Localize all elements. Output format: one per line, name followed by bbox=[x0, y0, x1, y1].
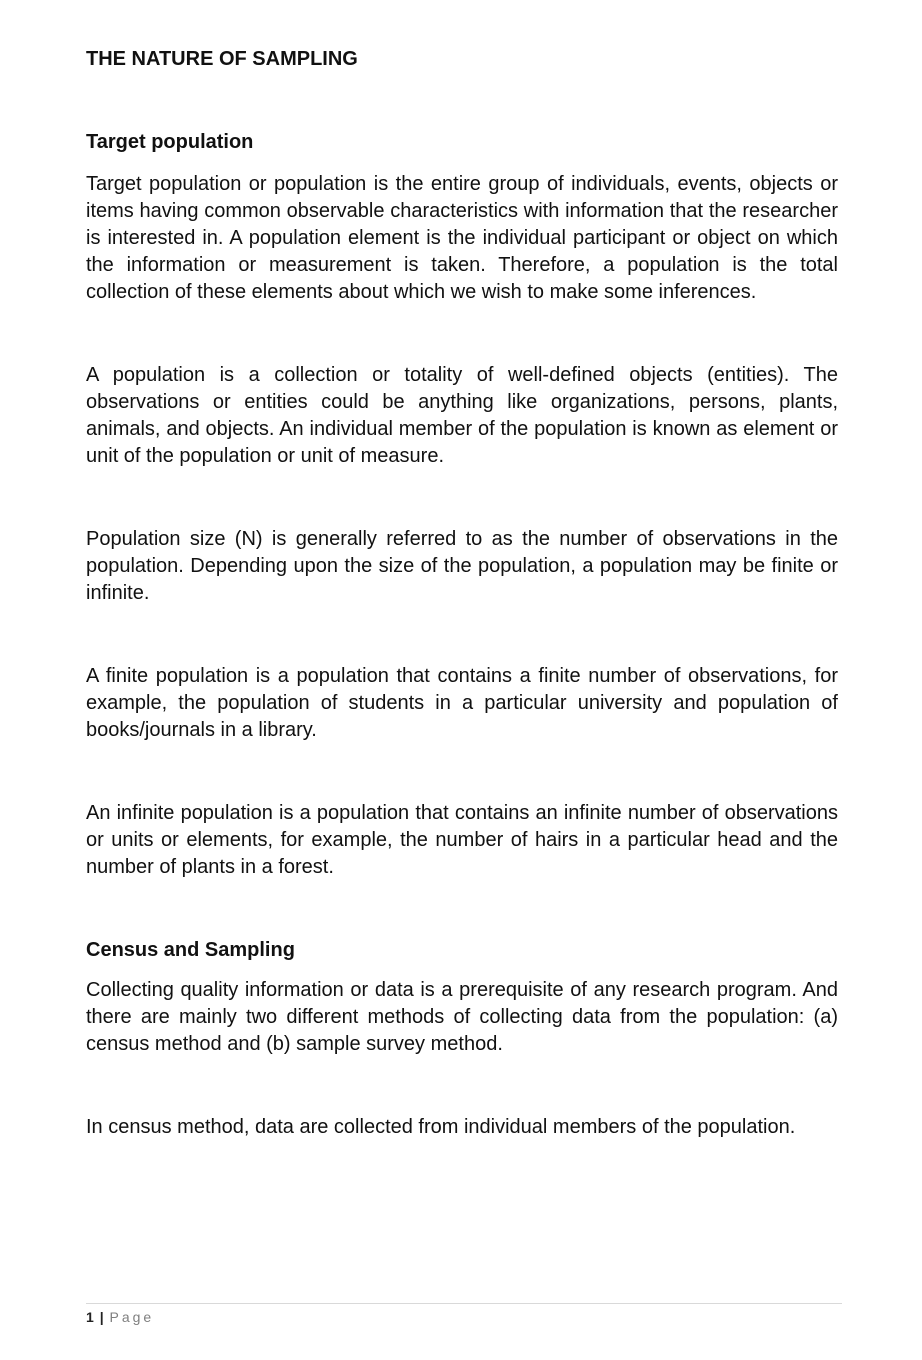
page-footer bbox=[86, 1303, 842, 1326]
page-number: 1 bbox=[86, 1309, 94, 1325]
paragraph-finite-population: A finite population is a population that contains a finite number of observations, for example, the population of students in a particular university and population of books/journals in a library. bbox=[86, 665, 838, 741]
paragraph-census-method: In census method, data are collected from individual members of the population. bbox=[86, 1116, 796, 1138]
page-label: Page bbox=[109, 1309, 155, 1325]
paragraph-data-collection-methods: Collecting quality information or data is a prerequisite of any research program. And there are mainly two different methods of collecting data from the population: (a) census method and (b) sample survey method. bbox=[86, 979, 838, 1055]
paragraph-population-size: Population size (N) is generally referred to as the number of observations in the population. Depending upon the size of the population, a population may be finite or infinite. bbox=[86, 528, 838, 604]
section-heading-census-sampling: Census and Sampling bbox=[86, 939, 295, 961]
document-title: THE NATURE OF SAMPLING bbox=[86, 48, 358, 70]
paragraph-target-definition: Target population or population is the entire group of individuals, events, objects or items having common observable characteristics with information that the researcher is interested in. A population element is the individual participant or object on which the information or measurement is taken. Therefore, a population is the total collection of these elements about which we wish to make some inferences. bbox=[86, 173, 838, 303]
page-content bbox=[86, 45, 838, 1141]
paragraph-infinite-population: An infinite population is a population that contains an infinite number of observations or units or elements, for example, the number of hairs in a particular head and the number of plants in a forest. bbox=[86, 802, 838, 878]
footer-separator: | bbox=[99, 1309, 104, 1325]
paragraph-population-collection: A population is a collection or totality of well-defined objects (entities). The observations or entities could be anything like organizations, persons, plants, animals, and objects. An individual member of the population is known as element or unit of the population or unit of measure. bbox=[86, 364, 838, 467]
section-heading-target-population: Target population bbox=[86, 131, 254, 153]
